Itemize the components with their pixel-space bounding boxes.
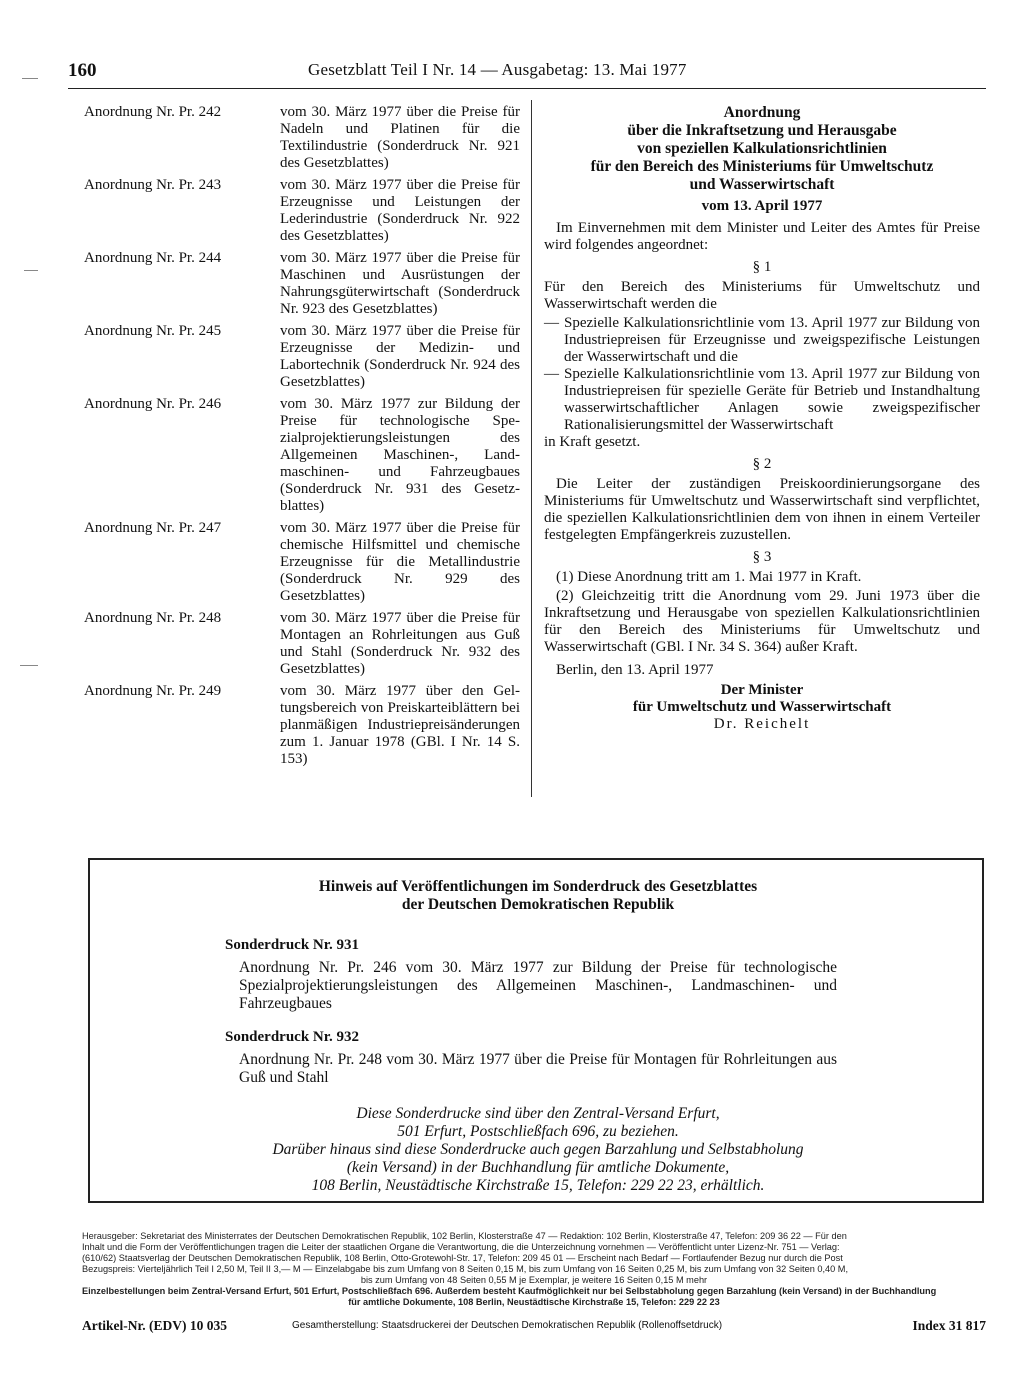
scan-mark: [24, 270, 38, 271]
imprint-order-line: Einzelbestellungen beim Zentral-Versand Erfurt, 501 Erfurt, Postschließfach 696. Außerdem besteht Kaufmöglichkeit nur bei Selbstabholung gegen Barzahlung (kein Versand) in der Buchhandlung: [82, 1286, 937, 1296]
page-number: 160: [68, 60, 97, 81]
ordinance-title-line: von speziellen Kalkulationsrichtlinien: [637, 140, 887, 157]
ordinance-item: [84, 323, 522, 391]
notice-title-line: Hinweis auf Veröffentlichungen im Sonderdruck des Gesetzblattes: [318, 878, 758, 895]
printer-info: Gesamtherstellung: Staatsdruckerei der Deutschen Demokratischen Republik (Rollenoffsetdruck): [292, 1320, 723, 1331]
ordinance-item: [84, 396, 522, 515]
ordinance-title: [544, 104, 980, 194]
imprint-line: (610/62) Staatsverlag der Deutschen Demokratischen Republik, 108 Berlin, Otto-Grotewohl-Str. 17, Telefon: 209 45 01 — Erscheint nach Bedarf — Fortlaufender Bezug nur durch die Post: [82, 1253, 843, 1263]
ordinance-item: [84, 177, 522, 245]
ordinance-text: vom 30. März 1977 über die Preise für Maschinen und Ausrüstungen der Nahrungsgüterwirtschaft (Sonderdruck Nr. 923 des Gesetzblattes): [280, 250, 520, 317]
imprint-line: Herausgeber: Sekretariat des Ministerrates der Deutschen Demokratischen Republik, 102 Berlin, Klosterstraße 47 — Redaktion: 102 Berlin, Klosterstraße 47, Telefon: 209 36 22 — Für den: [82, 1231, 847, 1241]
ordinance-label: Anordnung Nr. Pr. 244: [84, 250, 222, 266]
scan-mark: [22, 78, 38, 79]
article-number: Artikel-Nr. (EDV) 10 035: [82, 1318, 227, 1333]
ordinance-title-line: über die Inkraftsetzung und Herausgabe: [627, 122, 897, 139]
list-item-text: Spezielle Kalkulationsrichtlinie vom 13. April 1977 zur Bildung von Industriepreisen für spezielle Geräte für Betrieb und Instandhaltung wasserwirtschaftlicher Anlagen sowie zweigspezifischer Rationalisierungsmittel der Wasserwirtschaft: [564, 366, 980, 433]
ordinance-title-line: und Wasserwirtschaft: [689, 176, 835, 193]
imprint-line: bis zum Umfang von 48 Seiten 0,55 M je Exemplar, je weitere 16 Seiten 0,15 M mehr: [360, 1275, 708, 1285]
ordinance-label: Anordnung Nr. Pr. 243: [84, 177, 222, 193]
imprint-line: Inhalt und die Form der Veröffentlichungen tragen die Leiter der staatlichen Organe die Verantwortung, die die Unterzeichnung vornehmen — Veröffentlicht unter Lizenz-Nr. 751 — Verlag:: [82, 1242, 840, 1252]
signature-title: für Umweltschutz und Wasserwirtschaft: [632, 699, 892, 715]
ordering-info-line: (kein Versand) in der Buchhandlung für amtliche Dokumente,: [346, 1159, 730, 1176]
section-3-paragraph: (2) Gleichzeitig tritt die Anordnung vom 29. Juni 1973 über die Inkraftsetzung und Herausgabe von speziellen Kalkulationsrichtlinien für den Bereich des Ministeriums für Umweltschutz und Wasserwirtschaft (GBl. I Nr. 34 S. 364) außer Kraft.: [544, 588, 980, 655]
section-2-text: Die Leiter der zuständigen Preiskoordinierungsorgane des Ministeriums für Umweltschutz und Wasserwirtschaft sind verpflichtet, die speziellen Kalkulationsrichtlinien dem von ihnen in einem Verteiler festgelegten Empfängerkreis zuzustellen.: [544, 476, 980, 543]
imprint: [82, 1231, 986, 1308]
ordinance-item: [84, 250, 522, 318]
ordering-info-line: Darüber hinaus sind diese Sonderdrucke auch gegen Barzahlung und Selbstabholung: [272, 1141, 804, 1158]
section-1-intro: Für den Bereich des Ministeriums für Umweltschutz und Wasserwirtschaft werden die: [544, 279, 980, 312]
section-heading: § 1: [752, 259, 772, 275]
gazette-header-title: Gesetzblatt Teil I Nr. 14 — Ausgabetag: 13. Mai 1977: [308, 60, 687, 79]
place-date: Berlin, den 13. April 1977: [556, 662, 714, 678]
ordinance-date: vom 13. April 1977: [701, 198, 823, 214]
notice-title: [90, 878, 986, 914]
ordinance-item: [84, 610, 522, 678]
signature-name: Dr. Reichelt: [713, 716, 811, 732]
ordinance-text: vom 30. März 1977 über den Geltungsbereich von Preiskarteiblättern bei planmäßigen Industriepreisänderungen zum 1. Januar 1978 (GBl. I Nr. 14 S. 153): [280, 683, 520, 767]
section-heading: § 2: [752, 456, 772, 472]
ordinance-text: vom 30. März 1977 zur Bildung der Preise für technologische Spezialprojektierungsleistungen des Allgemeinen Maschinen-, Landmaschinen- und Fahrzeugbaues (Sonderdruck Nr. 931 des Gesetzblattes): [280, 396, 520, 514]
special-print-text: Anordnung Nr. Pr. 248 vom 30. März 1977 über die Preise für Montagen für Rohrleitungen aus Guß und Stahl: [239, 1051, 837, 1086]
list-item: — Spezielle Kalkulationsrichtlinie vom 13. April 1977 zur Bildung von Industriepreisen für spezielle Geräte für Betrieb und Instandhaltung wasserwirtschaftlicher Anlagen sowie zweigspezifischer Rationalisierungsmittel der Wasserwirtschaft: [544, 366, 980, 433]
imprint-order-line: für amtliche Dokumente, 108 Berlin, Neustädtische Kirchstraße 15, Telefon: 229 22 23: [348, 1297, 720, 1307]
ordering-info-line: 108 Berlin, Neustädtische Kirchstraße 15, Telefon: 229 22 23, erhältlich.: [311, 1177, 765, 1194]
scan-mark: [20, 665, 38, 666]
section-1-outro: in Kraft gesetzt.: [544, 434, 641, 450]
ordinance-label: Anordnung Nr. Pr. 247: [84, 520, 222, 536]
special-print-heading: Sonderdruck Nr. 932: [225, 1029, 360, 1045]
notice-box: [88, 858, 984, 1203]
imprint-line: Bezugspreis: Vierteljährlich Teil I 2,50 M, Teil II 3,— M — Einzelabgabe bis zum Umfang von 8 Seiten 0,15 M, bis zum Umfang von 16 Seiten 0,25 M, bis zum Umfang von 32 Seiten 0,40 M,: [82, 1264, 848, 1274]
column-divider: [531, 100, 532, 797]
ordinance-item: [84, 683, 522, 768]
special-print-text: Anordnung Nr. Pr. 246 vom 30. März 1977 zur Bildung der Preise für technologische Spezialprojektierungsleistungen des Allgemeinen Maschinen-, Landmaschinen- und Fahrzeugbaues: [239, 959, 837, 1012]
preamble: Im Einvernehmen mit dem Minister und Leiter des Amtes für Preise wird folgendes angeordnet:: [544, 220, 980, 253]
ordinance-text: vom 30. März 1977 über die Preise für Montagen an Rohrleitungen aus Guß und Stahl (Sonderdruck Nr. 932 des Gesetzblattes): [280, 610, 520, 677]
ordinance-title-line: Anordnung: [723, 104, 801, 121]
section-heading: § 3: [752, 549, 772, 565]
header-rule: [68, 88, 986, 89]
ordinance-label: Anordnung Nr. Pr. 245: [84, 323, 222, 339]
list-item: — Spezielle Kalkulationsrichtlinie vom 13. April 1977 zur Bildung von Industriepreisen für Erzeugnisse und zweigspezifische Leistungen der Wasserwirtschaft und die: [544, 315, 980, 365]
section-3-paragraph: (1) Diese Anordnung tritt am 1. Mai 1977 in Kraft.: [556, 569, 862, 585]
ordering-info-line: Diese Sonderdrucke sind über den Zentral-Versand Erfurt,: [356, 1105, 720, 1122]
ordinance-list: [84, 104, 522, 773]
ordinance-label: Anordnung Nr. Pr. 248: [84, 610, 222, 626]
ordinance-item: [84, 104, 522, 172]
section-1-list: [544, 315, 980, 434]
ordinance-text: vom 30. März 1977 über die Preise für chemische Hilfsmittel und chemische Erzeugnisse für die Metallindustrie (Sonderdruck Nr. 929 des Gesetzblattes): [280, 520, 520, 604]
ordinance-item: [84, 520, 522, 605]
special-print-heading: Sonderdruck Nr. 931: [225, 937, 360, 953]
ordering-info-line: 501 Erfurt, Postschließfach 696, zu beziehen.: [397, 1123, 679, 1140]
ordinance-document: [544, 104, 980, 733]
ordinance-title-line: für den Bereich des Ministeriums für Umweltschutz: [590, 158, 934, 175]
notice-title-line: der Deutschen Demokratischen Republik: [401, 896, 675, 913]
ordinance-text: vom 30. März 1977 über die Preise für Erzeugnisse und Leistungen der Lederindustrie (Sonderdruck Nr. 922 des Gesetzblattes): [280, 177, 520, 244]
list-item-text: Spezielle Kalkulationsrichtlinie vom 13. April 1977 zur Bildung von Industriepreisen für Erzeugnisse und zweigspezifische Leistungen der Wasserwirtschaft und die: [564, 315, 980, 365]
ordinance-label: Anordnung Nr. Pr. 242: [84, 104, 222, 120]
ordering-info: [90, 1105, 986, 1195]
bottom-line: [82, 1318, 986, 1336]
ordinance-label: Anordnung Nr. Pr. 246: [84, 396, 222, 412]
ordinance-text: vom 30. März 1977 über die Preise für Nadeln und Platinen für die Textilindustrie (Sonderdruck Nr. 921 des Gesetzblattes): [280, 104, 520, 171]
ordinance-label: Anordnung Nr. Pr. 249: [84, 683, 222, 699]
ordinance-text: vom 30. März 1977 über die Preise für Erzeugnisse der Medizin- und Labortechnik (Sonderdruck Nr. 924 des Gesetzblattes): [280, 323, 520, 390]
signature-title: Der Minister: [720, 682, 804, 698]
index-number: Index 31 817: [912, 1318, 986, 1333]
